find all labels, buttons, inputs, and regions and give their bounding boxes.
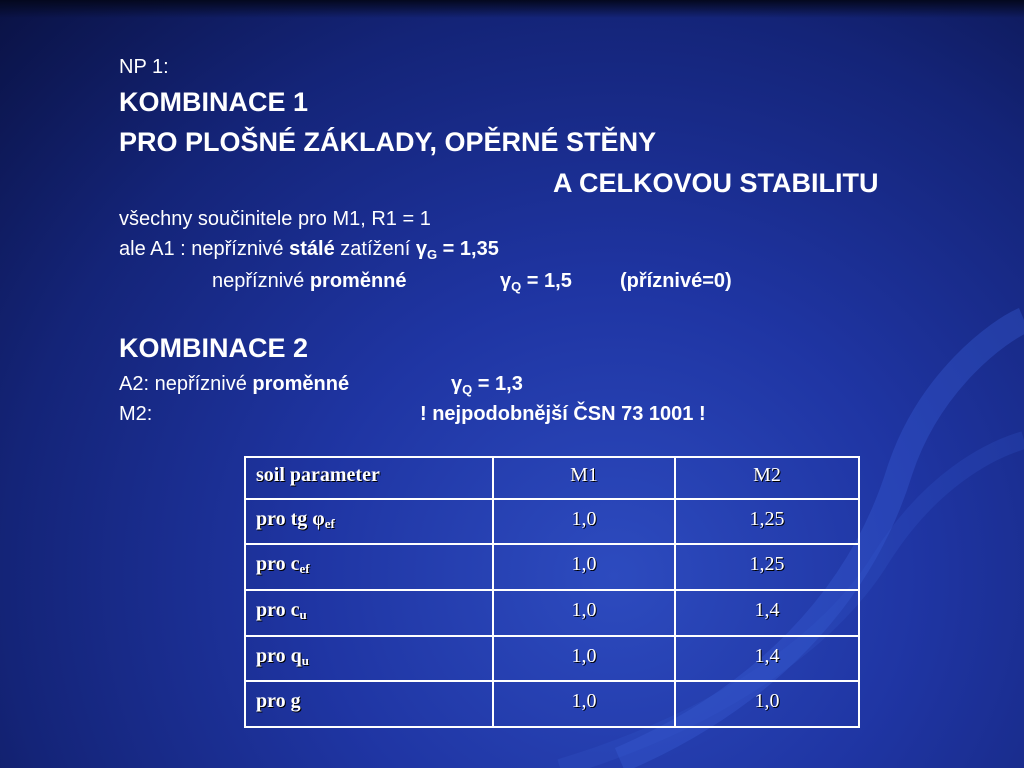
m2-cell: 1,0 bbox=[675, 681, 859, 727]
m2-standard-note: ! nejpodobnější ČSN 73 1001 ! bbox=[420, 403, 706, 425]
table-row bbox=[245, 499, 859, 545]
m2-cell: 1,25 bbox=[675, 544, 859, 590]
param-cell: pro $q_u$ bbox=[245, 636, 493, 682]
param-cell: pro g bbox=[245, 681, 493, 727]
table-row bbox=[245, 590, 859, 636]
m1-cell: 1,0 bbox=[493, 544, 675, 590]
m2-cell: 1,4 bbox=[675, 590, 859, 636]
header-m1: M1 bbox=[493, 457, 675, 499]
gamma-g-symbol: γ bbox=[415, 238, 427, 260]
header-m2: M2 bbox=[675, 457, 859, 499]
a1-variable-load-line bbox=[212, 270, 407, 293]
a2-prefix: A2: nepříznivé bbox=[119, 373, 253, 395]
coefficients-line: všechny součinitele pro M1, R1 = 1 bbox=[119, 208, 431, 230]
gamma-g-subscript: G bbox=[426, 247, 438, 262]
gamma-q-expression bbox=[500, 270, 572, 294]
m2-cell: 1,4 bbox=[675, 636, 859, 682]
table-header-row bbox=[245, 457, 859, 499]
param-cell: pro $c_{ef}$ bbox=[245, 544, 493, 590]
m1-cell: 1,0 bbox=[493, 499, 675, 545]
a1-permanent-word: stálé bbox=[289, 238, 335, 260]
m2-cell: 1,25 bbox=[675, 499, 859, 545]
table-row bbox=[245, 636, 859, 682]
a2-gamma-value: = 1,3 bbox=[472, 373, 523, 395]
a2-gamma-symbol: γ bbox=[451, 373, 463, 395]
m1-cell: 1,0 bbox=[493, 590, 675, 636]
param-cell: pro tg $\varphi_{ef}$ bbox=[245, 499, 493, 545]
m1-cell: 1,0 bbox=[493, 681, 675, 727]
a1-permanent-load-line bbox=[119, 238, 499, 262]
a2-variable-load-line bbox=[119, 373, 349, 396]
a2-gamma-q-expression bbox=[451, 373, 523, 397]
kombinace-2-title: KOMBINACE 2 bbox=[119, 333, 309, 363]
header-soil-parameter: soil parameter bbox=[245, 457, 493, 499]
table-row bbox=[245, 681, 859, 727]
a1b-variable-word: proměnné bbox=[309, 270, 407, 292]
kombinace-1-subtitle-line-2: A CELKOVOU STABILITU bbox=[553, 168, 879, 198]
a2-variable-word: proměnné bbox=[252, 373, 350, 395]
table-row bbox=[245, 544, 859, 590]
param-cell: pro $c_u$ bbox=[245, 590, 493, 636]
m1-cell: 1,0 bbox=[493, 636, 675, 682]
a1-load-word: zatížení bbox=[334, 238, 416, 260]
gamma-g-value: = 1,35 bbox=[437, 238, 499, 260]
favourable-note: (příznivé=0) bbox=[620, 270, 732, 292]
a1-prefix: ale A1 : nepříznivé bbox=[119, 238, 290, 260]
m2-label: M2: bbox=[119, 403, 153, 425]
kombinace-1-subtitle-line-1: PRO PLOŠNÉ ZÁKLADY, OPĚRNÉ STĚNY bbox=[119, 127, 657, 157]
gamma-q-value: = 1,5 bbox=[521, 270, 572, 292]
gamma-q-symbol: γ bbox=[500, 270, 512, 292]
a2-gamma-subscript: Q bbox=[462, 382, 473, 397]
gamma-q-subscript: Q bbox=[511, 279, 522, 294]
soil-parameter-table bbox=[244, 456, 860, 728]
kombinace-1-title: KOMBINACE 1 bbox=[119, 87, 309, 117]
a1b-prefix: nepříznivé bbox=[212, 270, 310, 292]
np-label: NP 1: bbox=[119, 56, 169, 78]
